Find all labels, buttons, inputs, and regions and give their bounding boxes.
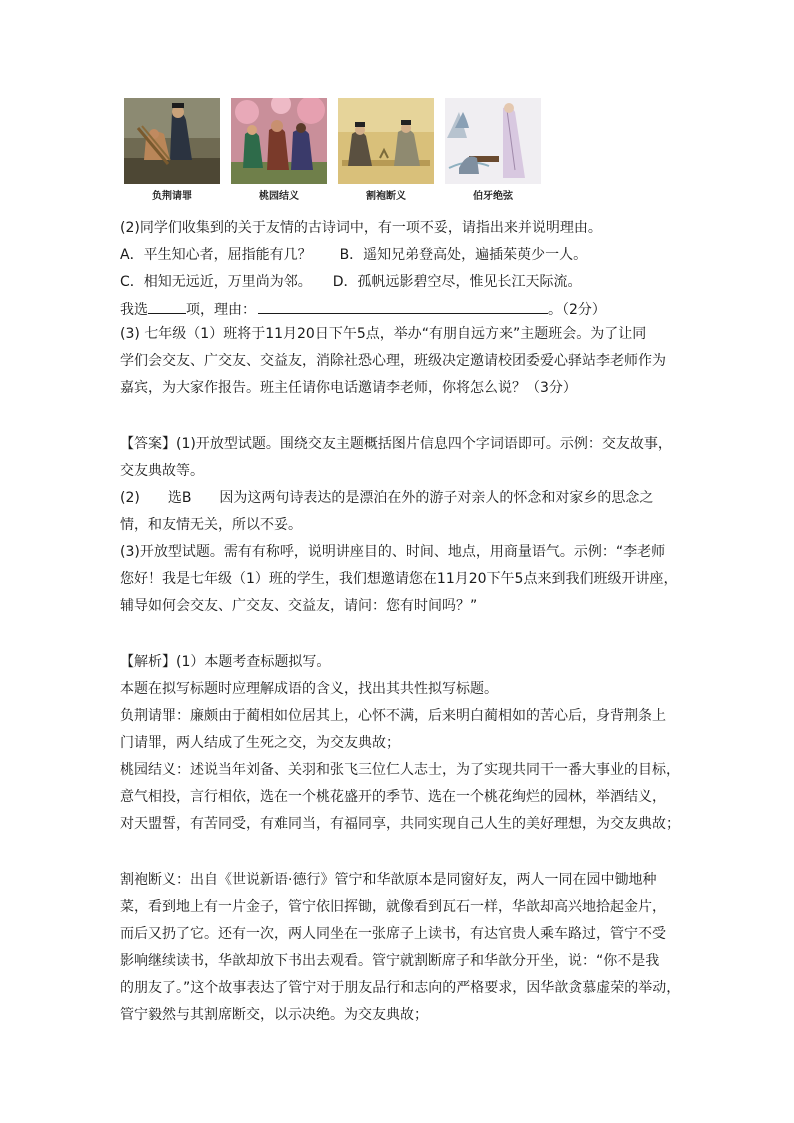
question-3-line-2: 学们会交友、广交友、交益友，消除社恐心理，班级决定邀请校团委爱心驿站李老师作为	[120, 353, 666, 369]
answer-1-line-1: 【答案】(1)开放型试题。围绕交友主题概括图片信息四个字词语即可。示例：交友故事，	[120, 436, 672, 452]
fujing-painting-icon	[124, 98, 220, 184]
analysis-intro: 本题在拟写标题时应理解成语的含义，找出其共性拟写标题。	[120, 681, 498, 697]
analysis-gepao-line-1: 割袍断义：出自《世说新语·德行》管宁和华歆原本是同窗好友，两人一同在园中锄地种	[120, 872, 657, 888]
gepao-painting-icon	[338, 98, 434, 184]
analysis-gepao-line-5: 的朋友了。”这个故事表达了管宁对于朋友品行和志向的严格要求，因华歆贪慕虚荣的举动，	[120, 980, 681, 996]
illustration-gepao	[338, 98, 434, 202]
options-a-b: A．平生知心者，屈指能有几？ B．遥知兄弟登高处，遍插茱萸少一人。	[120, 247, 588, 263]
question-3-line-3: 嘉宾，为大家作报告。班主任请你电话邀请李老师，你将怎么说？（3分）	[120, 380, 577, 396]
illustration-caption: 割袍断义	[366, 191, 406, 202]
analysis-title: 【解析】(1）本题考查标题拟写。	[120, 654, 331, 670]
taoyuan-painting-icon	[231, 98, 327, 184]
analysis-gepao-line-6: 管宁毅然与其割席断交，以示决绝。为交友典故；	[120, 1007, 428, 1023]
answer-1-line-2: 交友典故等。	[120, 463, 204, 479]
answer-3-line-2: 您好！我是七年级（1）班的学生，我们想邀请您在11月20下午5点来到我们班级开讲座，	[120, 571, 678, 587]
answer-3-line-3: 辅导如何会交友、广交友、交益友，请问：您有时间吗？”	[120, 598, 478, 614]
illustration-fujing	[124, 98, 220, 202]
reason-label: 项，理由：	[186, 302, 256, 318]
analysis-fujing-line-1: 负荆请罪：廉颇由于蔺相如位居其上，心怀不满，后来明白蔺相如的苦心后，身背荆条上	[120, 708, 666, 724]
illustration-row	[124, 98, 552, 202]
analysis-taoyuan-line-3: 对天盟誓，有苦同受，有难同当，有福同享，共同实现自己人生的美好理想，为交友典故；	[120, 816, 680, 832]
question-3-line-1: (3) 七年级（1）班将于11月20日下午5点，举办“有朋自远方来”主题班会。为了让同	[120, 326, 647, 342]
illustration-caption: 伯牙绝弦	[473, 191, 513, 202]
illustration-caption: 桃园结义	[259, 191, 299, 202]
answer-choice-line	[120, 298, 606, 320]
answer-2-line-2: 情，和友情无关，所以不妥。	[120, 517, 302, 533]
analysis-gepao-line-4: 影响继续读书，华歆却放下书出去观看。管宁就割断席子和华歆分开坐，说：“你不是我	[120, 953, 660, 969]
choose-label: 我选	[120, 302, 148, 318]
analysis-taoyuan-line-2: 意气相投，言行相依，选在一个桃花盛开的季节、选在一个桃花绚烂的园林，举酒结义，	[120, 789, 666, 805]
analysis-gepao-line-2: 菜，看到地上有一片金子，管宁依旧挥锄，就像看到瓦石一样，华歆却高兴地拾起金片，	[120, 899, 666, 915]
choice-blank[interactable]	[148, 298, 186, 314]
answer-2-line-1: (2) 选B 因为这两句诗表达的是漂泊在外的游子对亲人的怀念和对家乡的思念之	[120, 490, 654, 506]
boya-painting-icon	[445, 98, 541, 184]
analysis-fujing-line-2: 门请罪，两人结成了生死之交，为交友典故；	[120, 735, 400, 751]
illustration-taoyuan	[231, 98, 327, 202]
options-c-d: C．相知无远近，万里尚为邻。 D．孤帆远影碧空尽，惟见长江天际流。	[120, 274, 582, 290]
analysis-taoyuan-line-1: 桃园结义：述说当年刘备、关羽和张飞三位仁人志士，为了实现共同干一番大事业的目标，	[120, 762, 680, 778]
illustration-boya	[445, 98, 541, 202]
illustration-caption: 负荆请罪	[152, 191, 192, 202]
analysis-gepao-line-3: 而后又扔了它。还有一次，两人同坐在一张席子上读书，有达官贵人乘车路过，管宁不受	[120, 926, 666, 942]
answer-3-line-1: (3)开放型试题。需有有称呼，说明讲座目的、时间、地点，用商量语气。示例：“李老师	[120, 544, 666, 560]
question-2-text: (2)同学们收集到的关于友情的古诗词中，有一项不妥，请指出来并说明理由。	[120, 220, 602, 236]
reason-blank[interactable]	[258, 298, 548, 314]
score-label: 。（2分）	[548, 302, 606, 318]
